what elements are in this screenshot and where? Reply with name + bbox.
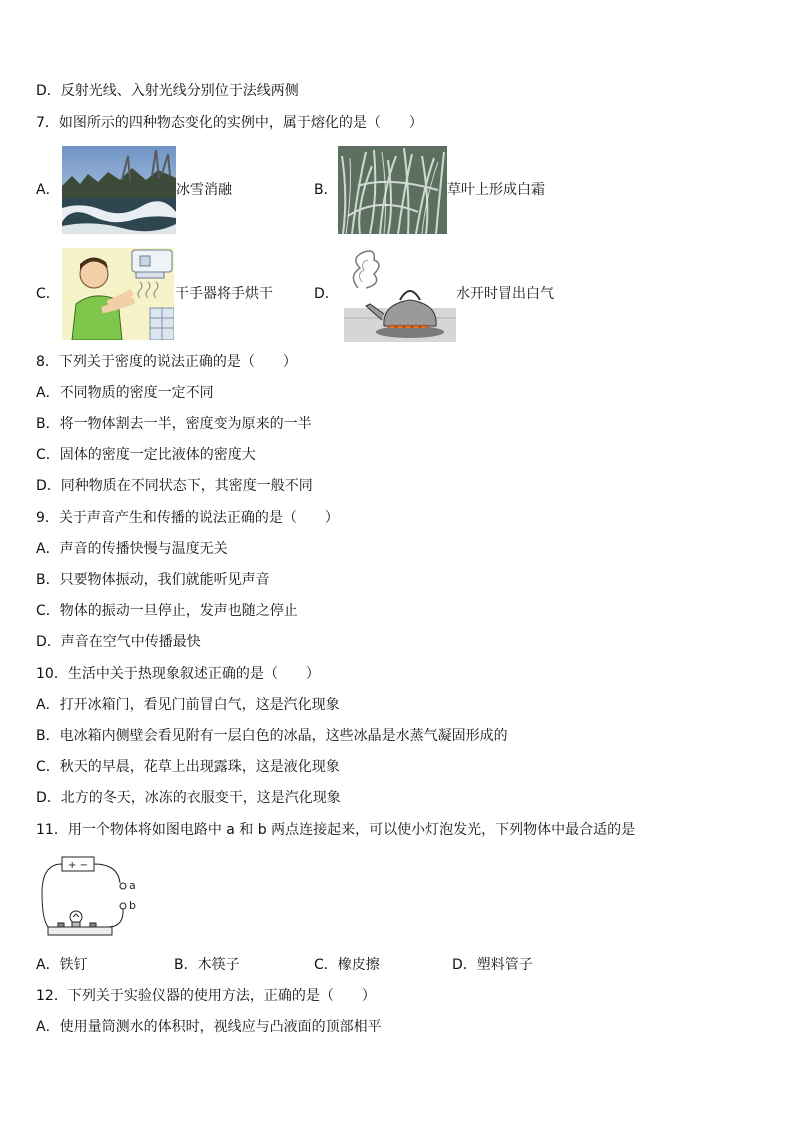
question11-stem: 11．用一个物体将如图电路中 a 和 b 两点连接起来，可以使小灯泡发光，下列物体中最合适的是 [36, 822, 636, 838]
q11-option-c: C．橡皮擦 [314, 957, 380, 973]
battery-label: + − [68, 860, 88, 871]
q9-option-d: D．声音在空气中传播最快 [36, 634, 201, 650]
q11-option-d: D．塑料管子 [452, 957, 533, 973]
q7-option-a-text: 冰雪消融 [176, 182, 232, 198]
boiling-kettle-image [344, 248, 456, 342]
q10-option-c: C．秋天的早晨，花草上出现露珠，这是液化现象 [36, 759, 340, 775]
q8-option-a: A．不同物质的密度一定不同 [36, 385, 214, 401]
q12-option-a: A．使用量筒测水的体积时，视线应与凸液面的顶部相平 [36, 1019, 382, 1035]
terminal-a [120, 883, 126, 889]
question8-stem: 8．下列关于密度的说法正确的是（ ） [36, 354, 297, 370]
q7-option-c-letter: C． [36, 286, 60, 302]
question7-stem: 7．如图所示的四种物态变化的实例中，属于熔化的是（ ） [36, 115, 423, 131]
q8-option-c: C．固体的密度一定比液体的密度大 [36, 447, 256, 463]
question10-stem: 10．生活中关于热现象叙述正确的是（ ） [36, 666, 320, 682]
q10-option-b: B．电冰箱内侧壁会看见附有一层白色的冰晶，这些冰晶是水蒸气凝固形成的 [36, 728, 508, 744]
question12-stem: 12．下列关于实验仪器的使用方法，正确的是（ ） [36, 988, 376, 1004]
snow-melting-image [62, 146, 176, 234]
q7-option-d-letter: D． [314, 286, 339, 302]
q9-option-b: B．只要物体振动，我们就能听见声音 [36, 572, 270, 588]
terminal-b-label: b [129, 899, 136, 912]
circuit-diagram [38, 853, 148, 939]
q7-option-c-text: 干手器将手烘干 [175, 286, 273, 302]
q7-option-b-letter: B． [314, 182, 338, 198]
q11-option-b: B．木筷子 [174, 957, 240, 973]
hand-dryer-image [62, 248, 174, 340]
q9-option-a: A．声音的传播快慢与温度无关 [36, 541, 228, 557]
q7-option-a-letter: A． [36, 182, 60, 198]
q7-option-b-text: 草叶上形成白霜 [447, 182, 545, 198]
q10-option-a: A．打开冰箱门，看见门前冒白气，这是汽化现象 [36, 697, 340, 713]
q8-option-d: D．同种物质在不同状态下，其密度一般不同 [36, 478, 313, 494]
frost-on-grass-image [338, 146, 447, 234]
q9-option-c: C．物体的振动一旦停止，发声也随之停止 [36, 603, 298, 619]
question6-option-d: D．反射光线、入射光线分别位于法线两侧 [36, 83, 299, 99]
q8-option-b: B．将一物体割去一半，密度变为原来的一半 [36, 416, 312, 432]
q7-option-d-text: 水开时冒出白气 [456, 286, 554, 302]
q11-option-a: A．铁钉 [36, 957, 88, 973]
question9-stem: 9．关于声音产生和传播的说法正确的是（ ） [36, 510, 339, 526]
bulb-icon [70, 911, 82, 923]
terminal-b [120, 903, 126, 909]
q10-option-d: D．北方的冬天，冰冻的衣服变干，这是汽化现象 [36, 790, 341, 806]
terminal-a-label: a [129, 879, 136, 892]
